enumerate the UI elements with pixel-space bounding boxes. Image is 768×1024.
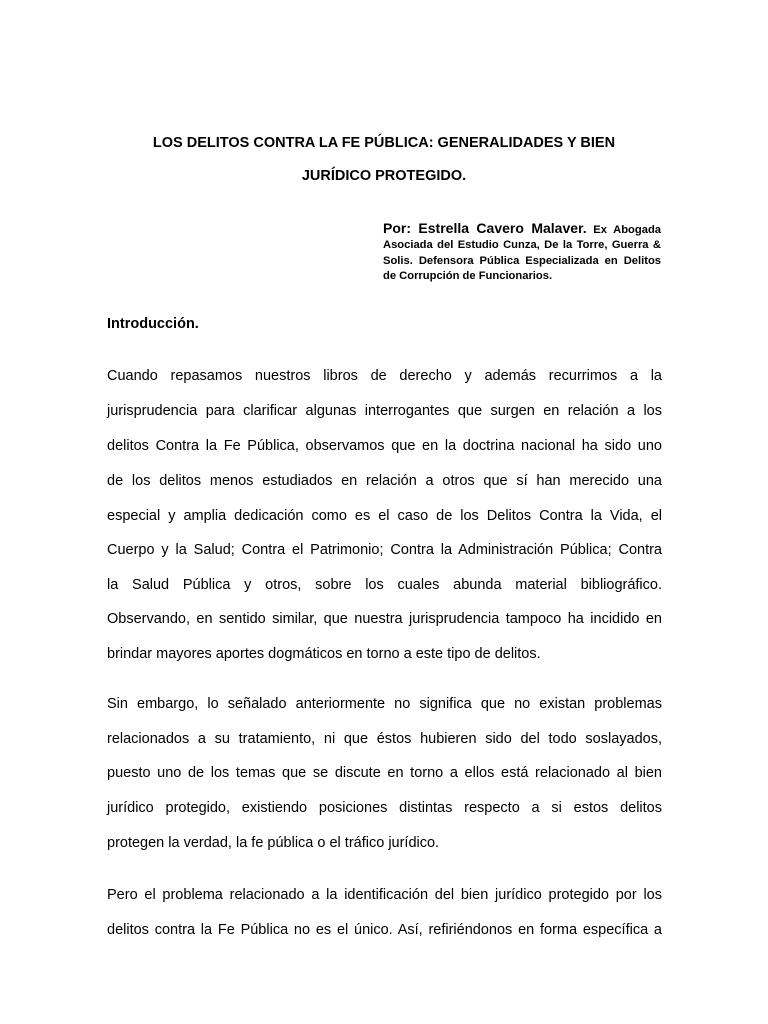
- paragraph-line: relacionados a su tratamiento, ni que éstos hubieren sido del todo soslayados,: [107, 731, 662, 747]
- author-name: Por: Estrella Cavero Malaver.: [383, 220, 587, 236]
- paragraph-line: delitos Contra la Fe Pública, observamos que en la doctrina nacional ha sido uno: [107, 438, 662, 454]
- paragraph-line: puesto uno de los temas que se discute en torno a ellos está relacionado al bien: [107, 765, 662, 781]
- paragraph-line: delitos contra la Fe Pública no es el único. Así, refiriéndonos en forma específica a: [107, 922, 662, 938]
- paragraph-line: Cuerpo y la Salud; Contra el Patrimonio; Contra la Administración Pública; Contra: [107, 542, 662, 558]
- paragraph-line: Observando, en sentido similar, que nuestra jurisprudencia tampoco ha incidido en: [107, 611, 662, 627]
- author-byline: [383, 221, 661, 285]
- author-affiliation: Ex Abogada Asociada del Estudio Cunza, De la Torre, Guerra & Solis. Defensora Pública Especializada en Delitos de Corrupción de Funcionarios.: [383, 224, 661, 283]
- paragraph-line: Sin embargo, lo señalado anteriormente no significa que no existan problemas: [107, 696, 662, 712]
- paragraph-line: jurídico protegido, existiendo posiciones distintas respecto a si estos delitos: [107, 800, 662, 816]
- paragraph-line: Pero el problema relacionado a la identificación del bien jurídico protegido por los: [107, 887, 662, 903]
- section-heading-introduccion: Introducción.: [107, 316, 199, 332]
- paragraph-line: especial y amplia dedicación como es el caso de los Delitos Contra la Vida, el: [107, 508, 662, 524]
- document-title-line-1: LOS DELITOS CONTRA LA FE PÚBLICA: GENERALIDADES Y BIEN: [152, 135, 616, 151]
- paragraph-line: brindar mayores aportes dogmáticos en torno a este tipo de delitos.: [107, 646, 541, 662]
- paragraph-line: de los delitos menos estudiados en relación a otros que sí han merecido una: [107, 473, 662, 489]
- paragraph-line: Cuando repasamos nuestros libros de derecho y además recurrimos a la: [107, 368, 662, 384]
- paragraph-line: jurisprudencia para clarificar algunas interrogantes que surgen en relación a los: [107, 403, 662, 419]
- paragraph-line: protegen la verdad, la fe pública o el tráfico jurídico.: [107, 835, 440, 851]
- document-title-line-2: JURÍDICO PROTEGIDO.: [301, 168, 467, 184]
- paragraph-line: la Salud Pública y otros, sobre los cuales abunda material bibliográfico.: [107, 577, 662, 593]
